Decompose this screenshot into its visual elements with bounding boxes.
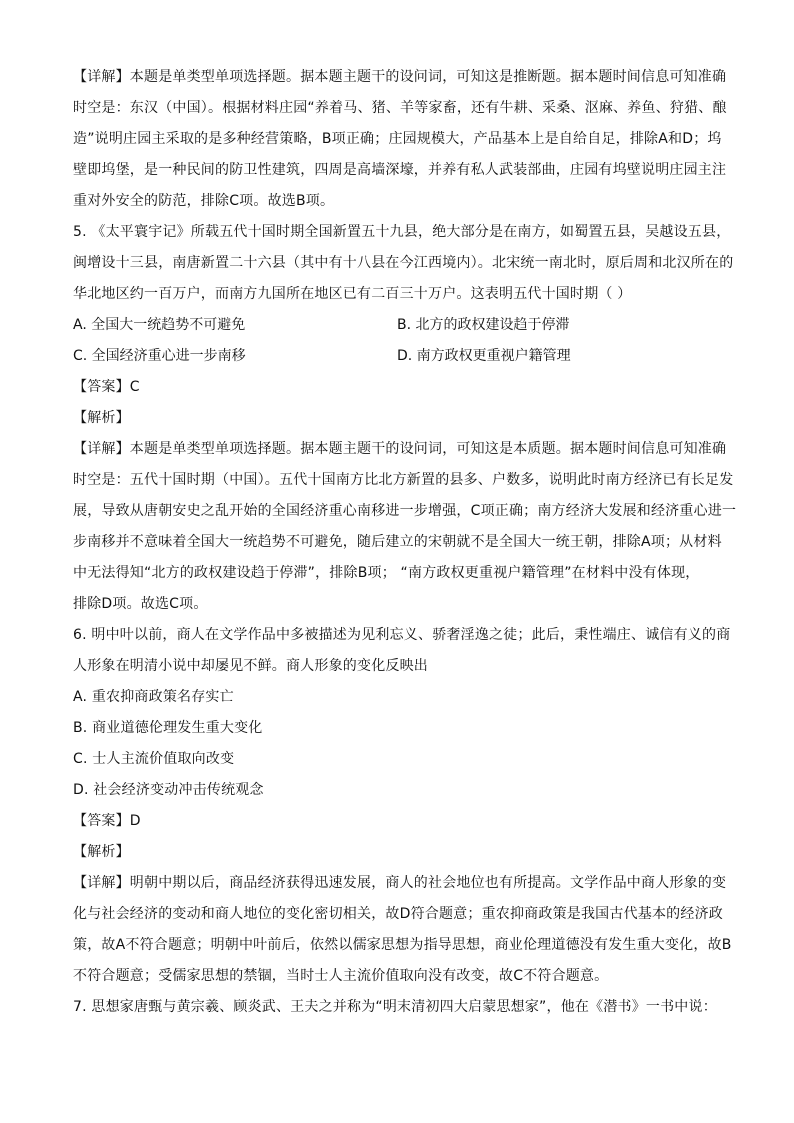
detail-line: 化与社会经济的变动和商人地位的变化密切相关，故D符合题意；重农抑商政策是我国古代基本的经济政 xyxy=(73,906,723,922)
question-5 xyxy=(73,217,737,620)
detail-line: 策，故A不符合题意；明朝中叶前后，依然以儒家思想为指导思想，商业伦理道德没有发生重大变化，故B xyxy=(73,937,732,953)
detail-line: 时空是：五代十国时期（中国）。五代十国南方比北方新置的县多、户数多，说明此时南方经济已有长足发 xyxy=(73,472,734,488)
question-6 xyxy=(73,620,732,992)
option-d: D. 南方政权更重视户籍管理 xyxy=(397,348,571,364)
text-line: 造”说明庄园主采取的是多种经营策略，B项正确；庄园规模大，产品基本上是自给自足，排除A和D；坞 xyxy=(73,131,722,147)
option-a: A. 重农抑商政策名存实亡 xyxy=(73,689,234,705)
answer-label: 【答案】D xyxy=(73,813,141,829)
text-line: 重对外安全的防范，排除C项。故选B项。 xyxy=(73,193,335,209)
option-b: B. 商业道德伦理发生重大变化 xyxy=(73,720,263,736)
detail-line: 不符合题意；受儒家思想的禁锢，当时士人主流价值取向没有改变，故C不符合题意。 xyxy=(73,968,609,984)
q4-detail xyxy=(73,62,727,217)
detail-line: 展，导致从唐朝安史之乱开始的全国经济重心南移进一步增强，C项正确；南方经济大发展和经济重心进一 xyxy=(73,503,737,519)
text-line: 壁即坞堡，是一种民间的防卫性建筑，四周是高墙深壕，并养有私人武装部曲，庄园有坞壁说明庄园主注 xyxy=(73,162,727,178)
answer-label: 【答案】C xyxy=(73,379,140,395)
option-a: A. 全国大一统趋势不可避免 xyxy=(73,317,246,333)
detail-line: 【详解】明朝中期以后，商品经济获得迅速发展，商人的社会地位也有所提高。文学作品中商人形象的变 xyxy=(73,875,727,891)
text-line: 【详解】本题是单类型单项选择题。据本题主题干的设问词，可知这是推断题。据本题时间信息可知准确 xyxy=(73,69,727,85)
option-b: B. 北方的政权建设趋于停滞 xyxy=(397,317,570,333)
text-line: 时空是：东汉（中国）。根据材料庄园“养着马、猪、羊等家畜，还有牛耕、采桑、沤麻、养鱼、狩猎、酿 xyxy=(73,100,727,116)
question-stem-line: 闽增设十三县，南唐新置二十六县（其中有十八县在今江西境内）。北宋统一南北时，原后周和北汉所在的 xyxy=(73,255,734,271)
options-row xyxy=(73,310,723,341)
analysis-label: 【解析】 xyxy=(73,844,130,860)
question-7 xyxy=(73,992,723,1023)
options-row xyxy=(73,341,723,372)
question-stem-line: 6. 明中叶以前，商人在文学作品中多被描述为见利忘义、骄奢淫逸之徒；此后，秉性端庄、诚信有义的商 xyxy=(73,627,731,643)
document-page xyxy=(73,62,737,1023)
option-c: C. 士人主流价值取向改变 xyxy=(73,751,235,767)
question-stem-line: 7. 思想家唐甄与黄宗羲、顾炎武、王夫之并称为“明末清初四大启蒙思想家”，他在《潜书》一书中说： xyxy=(73,999,717,1015)
detail-line: 步南移并不意味着全国大一统趋势不可避免，随后建立的宋朝就不是全国大一统王朝，排除A项；从材料 xyxy=(73,534,722,550)
option-c: C. 全国经济重心进一步南移 xyxy=(73,348,246,364)
detail-line: 中无法得知“北方的政权建设趋于停滞”，排除B项； “南方政权更重视户籍管理”在材料中没有体现， xyxy=(73,565,700,581)
option-d: D. 社会经济变动冲击传统观念 xyxy=(73,782,264,798)
detail-line: 【详解】本题是单类型单项选择题。据本题主题干的设问词，可知这是本质题。据本题时间信息可知准确 xyxy=(73,441,727,457)
question-stem-line: 人形象在明清小说中却屡见不鲜。商人形象的变化反映出 xyxy=(73,658,428,674)
question-stem-line: 华北地区约一百万户，而南方九国所在地区已有二百三十万户。这表明五代十国时期（ ） xyxy=(73,286,632,302)
question-stem-line: 5. 《太平寰宇记》所载五代十国时期全国新置五十九县，绝大部分是在南方，如蜀置五县，吴越设五县， xyxy=(73,224,731,240)
detail-line: 排除D项。故选C项。 xyxy=(73,596,208,612)
analysis-label: 【解析】 xyxy=(73,410,130,426)
